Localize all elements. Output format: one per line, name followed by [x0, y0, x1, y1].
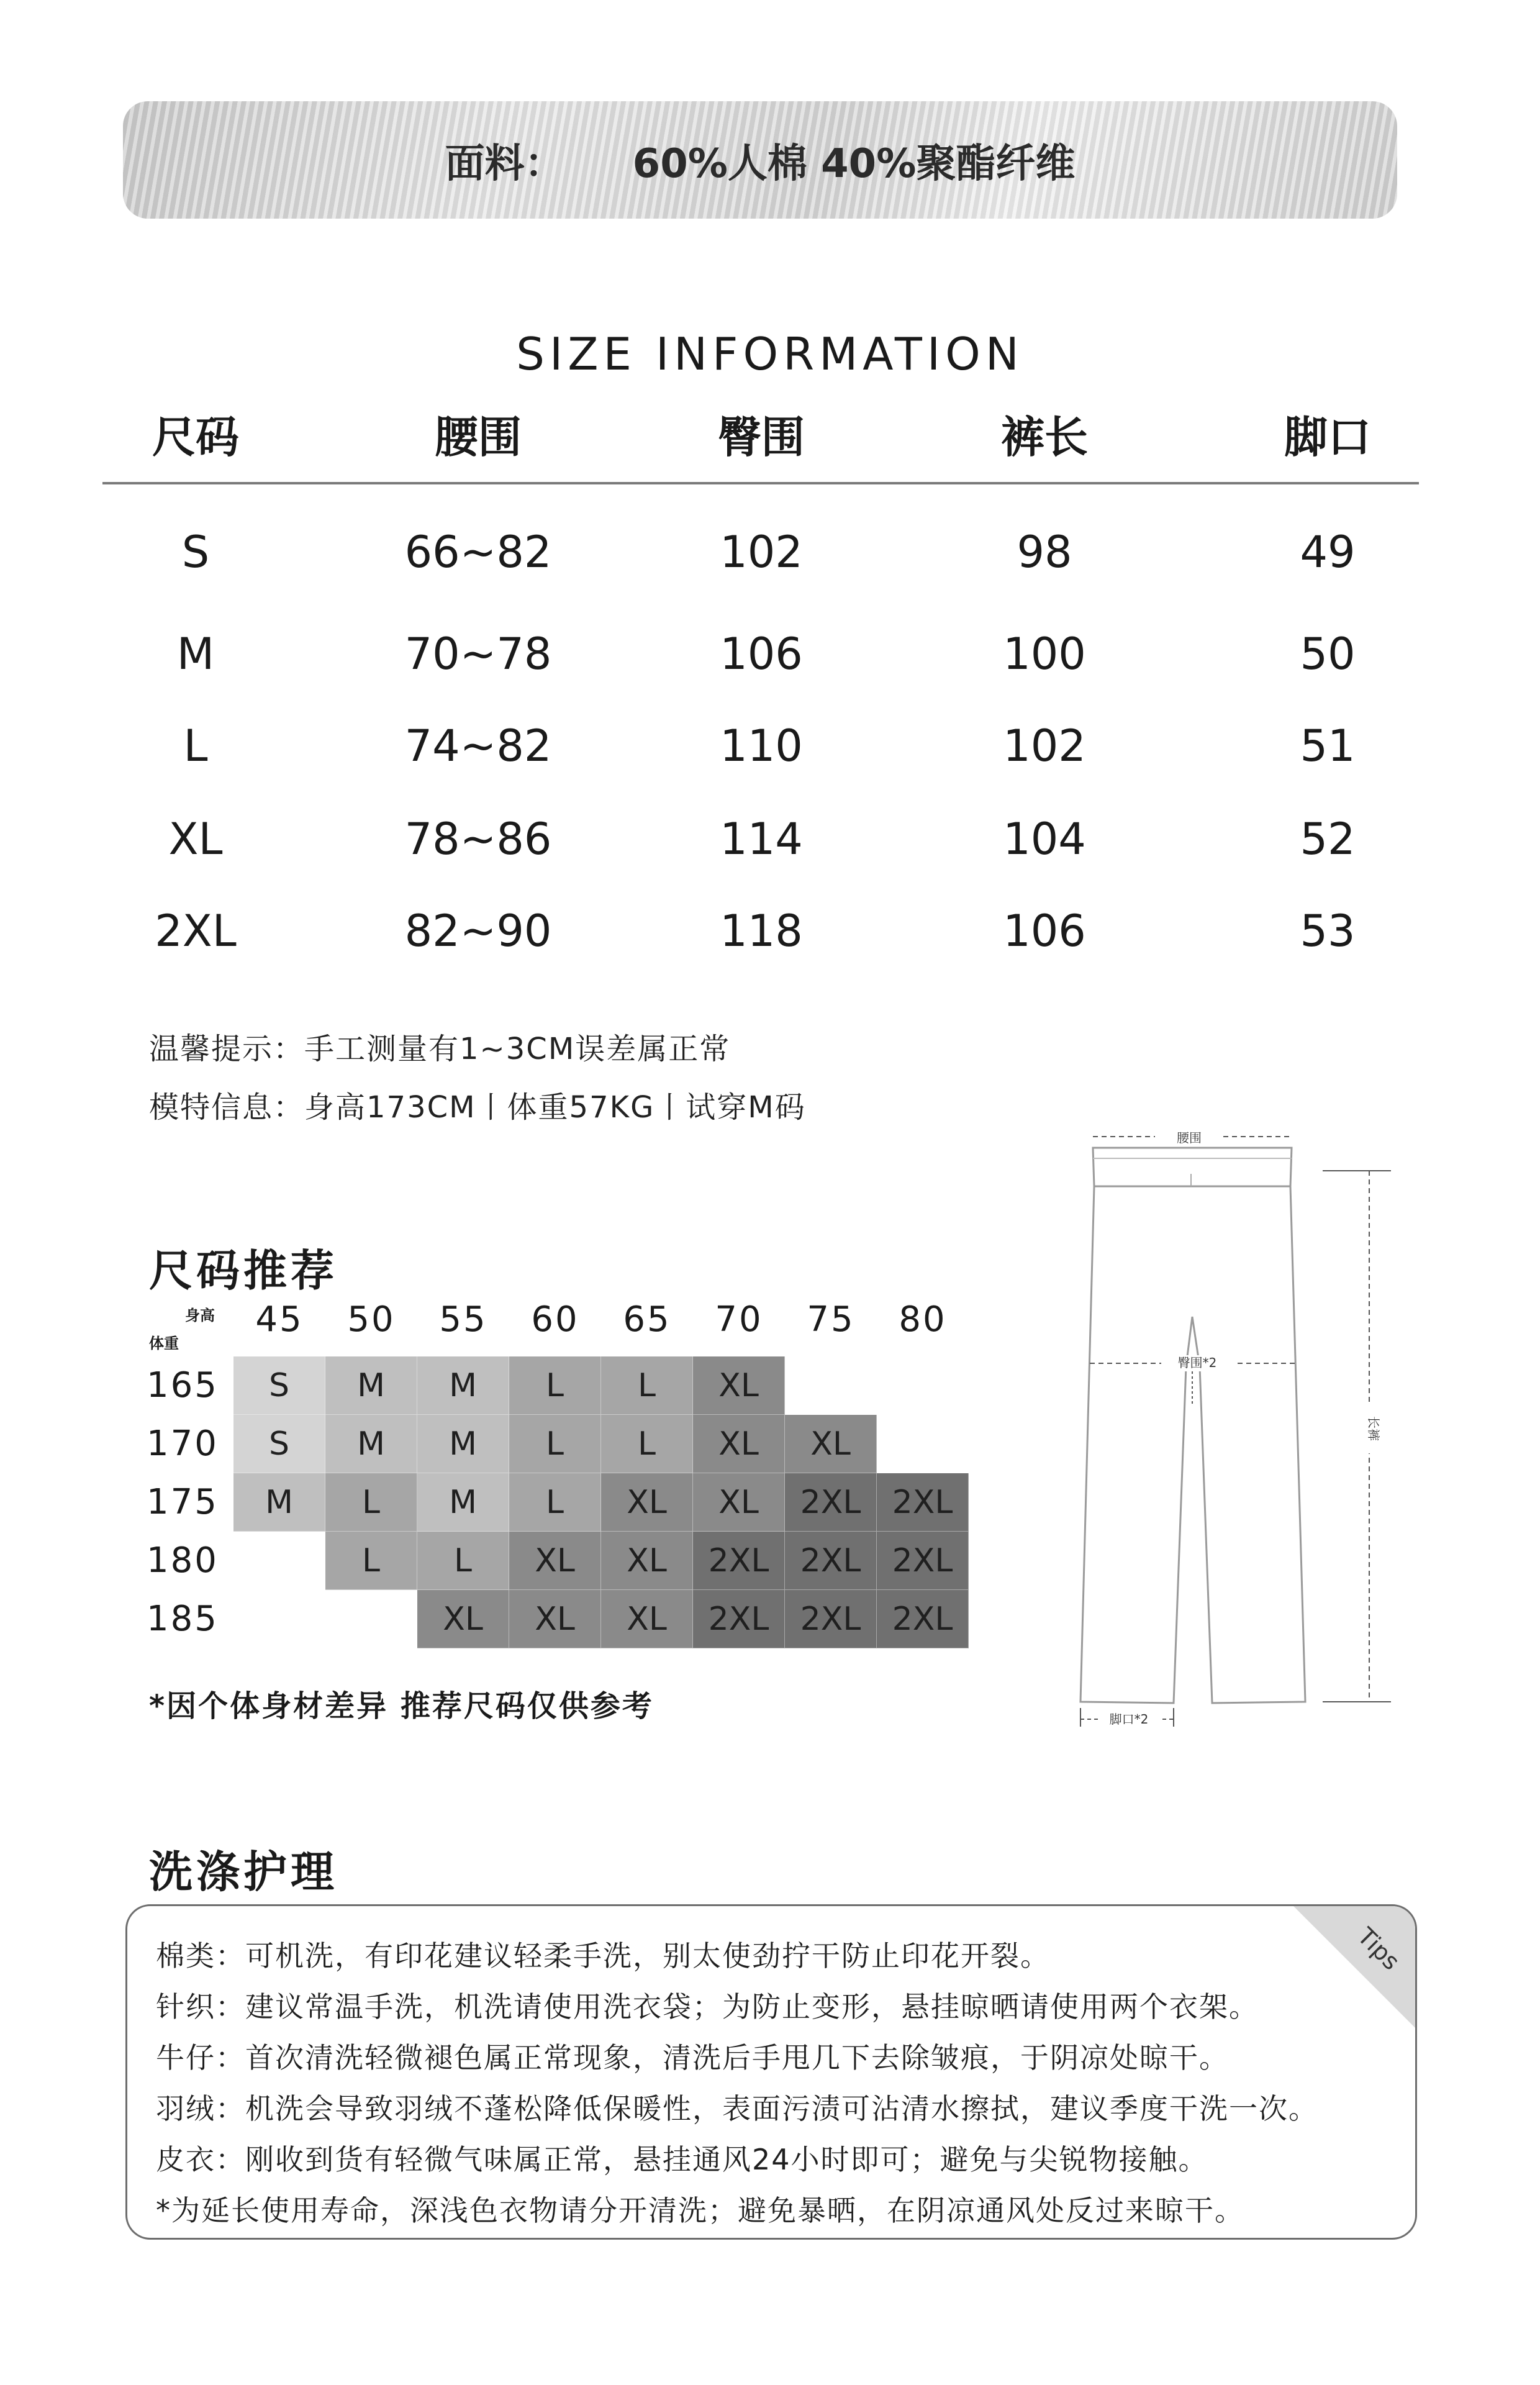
size-cell-length: 106 [1003, 906, 1086, 956]
care-box [125, 1904, 1417, 2240]
size-cell-waist: 78~86 [404, 814, 552, 865]
size-cell-hem: 49 [1300, 527, 1356, 578]
diagram-hip-label: 臀围*2 [1177, 1355, 1217, 1370]
size-cell-length: 104 [1003, 814, 1086, 865]
height-header: 180 [147, 1540, 219, 1581]
fabric-value: 60%人棉 40%聚酯纤维 [632, 140, 1076, 187]
size-cell-waist: 74~82 [404, 720, 552, 771]
size-cell-size: M [176, 629, 215, 679]
weight-header: 60 [531, 1299, 579, 1340]
care-line: 皮衣：刚收到货有轻微气味属正常，悬挂通风24小时即可；避免与尖锐物接触。 [156, 2143, 1208, 2176]
recommend-cell: M [233, 1473, 325, 1532]
corner-height-label: 身高 [185, 1307, 215, 1324]
size-info-title: SIZE INFORMATION [516, 328, 1024, 380]
recommend-cell: XL [785, 1415, 877, 1473]
size-cell-hip: 102 [720, 527, 803, 578]
recommend-cell: 2XL [785, 1473, 877, 1532]
recommend-cell: XL [601, 1590, 693, 1648]
recommend-cell: XL [693, 1415, 785, 1473]
recommend-cell: L [601, 1415, 693, 1473]
recommend-cell: XL [601, 1532, 693, 1590]
weight-header: 50 [347, 1299, 396, 1340]
header-length: 裤长 [1001, 412, 1088, 463]
recommend-cell: M [325, 1415, 417, 1473]
recommend-cell: XL [509, 1590, 601, 1648]
header-size: 尺码 [152, 412, 239, 463]
recommend-cell: 2XL [693, 1590, 785, 1648]
table-divider [102, 482, 1419, 484]
height-header: 175 [147, 1482, 219, 1522]
recommend-cell: L [509, 1473, 601, 1532]
recommend-cell: L [417, 1532, 509, 1590]
recommend-cell: 2XL [693, 1532, 785, 1590]
care-line: 牛仔：首次清洗轻微褪色属正常现象，清洗后手甩几下去除皱痕，于阴凉处晾干。 [156, 2041, 1229, 2074]
care-line: *为延长使用寿命，深浅色衣物请分开清洗；避免暴晒，在阴凉通风处反过来晾干。 [156, 2194, 1244, 2227]
recommend-cell: M [417, 1415, 509, 1473]
pants-diagram [1056, 1130, 1403, 1727]
size-cell-waist: 66~82 [404, 527, 552, 578]
weight-header: 55 [439, 1299, 487, 1340]
recommend-cell: 2XL [877, 1532, 969, 1590]
size-cell-hip: 114 [720, 814, 803, 865]
weight-header: 80 [899, 1299, 947, 1340]
recommend-cell: XL [601, 1473, 693, 1532]
height-header: 185 [147, 1599, 219, 1639]
size-cell-hip: 110 [720, 720, 803, 771]
weight-header: 45 [255, 1299, 304, 1340]
size-cell-waist: 70~78 [404, 629, 552, 679]
diagram-hem-label: 脚口*2 [1109, 1712, 1149, 1727]
size-cell-size: L [183, 720, 208, 771]
size-cell-size: XL [168, 814, 223, 865]
header-hem: 脚口 [1284, 412, 1371, 463]
size-cell-hem: 50 [1300, 629, 1356, 679]
recommend-disclaimer: *因个体身材差异 推荐尺码仅供参考 [149, 1689, 654, 1724]
size-cell-size: 2XL [155, 906, 237, 956]
height-header: 170 [147, 1424, 219, 1464]
recommend-cell: M [417, 1356, 509, 1415]
size-cell-size: S [181, 527, 210, 578]
recommend-cell: XL [693, 1473, 785, 1532]
header-waist: 腰围 [435, 412, 522, 463]
size-cell-length: 100 [1003, 629, 1086, 679]
height-header: 165 [147, 1365, 219, 1406]
care-line: 针织：建议常温手洗，机洗请使用洗衣袋；为防止变形，悬挂晾晒请使用两个衣架。 [156, 1990, 1259, 2024]
recommend-corner [149, 1303, 224, 1353]
recommend-cell: 2XL [877, 1590, 969, 1648]
weight-header: 75 [807, 1299, 855, 1340]
recommend-cell: 2XL [785, 1532, 877, 1590]
recommend-cell: M [325, 1356, 417, 1415]
size-cell-hip: 118 [720, 906, 803, 956]
recommend-cell: XL [509, 1532, 601, 1590]
size-cell-hem: 52 [1300, 814, 1356, 865]
measure-tip: 温馨提示：手工测量有1~3CM误差属正常 [149, 1032, 731, 1066]
fabric-label: 面料： [445, 140, 564, 187]
care-line: 羽绒：机洗会导致羽绒不蓬松降低保暖性，表面污渍可沾清水擦拭，建议季度干洗一次。 [156, 2092, 1318, 2125]
recommend-title: 尺码推荐 [149, 1245, 338, 1296]
recommend-cell: XL [693, 1356, 785, 1415]
tips-label: Tips [1352, 1922, 1405, 1976]
recommend-cell: M [417, 1473, 509, 1532]
care-title: 洗涤护理 [149, 1847, 338, 1897]
model-info: 模特信息：身高173CM丨体重57KG丨试穿M码 [149, 1090, 806, 1125]
recommend-cell: XL [417, 1590, 509, 1648]
recommend-cell: L [601, 1356, 693, 1415]
size-cell-waist: 82~90 [404, 906, 552, 956]
care-line: 棉类：可机洗，有印花建议轻柔手洗，别太使劲拧干防止印花开裂。 [156, 1939, 1050, 1973]
size-cell-length: 102 [1003, 720, 1086, 771]
size-cell-hem: 53 [1300, 906, 1356, 956]
recommend-cell: L [325, 1532, 417, 1590]
size-cell-length: 98 [1017, 527, 1072, 578]
recommend-cell: L [325, 1473, 417, 1532]
recommend-cell: L [509, 1415, 601, 1473]
recommend-cell: S [233, 1415, 325, 1473]
weight-header: 65 [623, 1299, 671, 1340]
recommend-cell: 2XL [785, 1590, 877, 1648]
size-cell-hem: 51 [1300, 720, 1356, 771]
size-cell-hip: 106 [720, 629, 803, 679]
recommend-cell: L [509, 1356, 601, 1415]
fabric-banner [123, 101, 1397, 219]
diagram-waist-label: 腰围 [1177, 1130, 1202, 1145]
diagram-length-label: 长裤 [1366, 1416, 1381, 1441]
tips-corner-badge [1292, 1905, 1416, 2029]
recommend-cell: 2XL [877, 1473, 969, 1532]
header-hip: 臀围 [718, 412, 805, 463]
weight-header: 70 [715, 1299, 763, 1340]
recommend-cell: S [233, 1356, 325, 1415]
corner-weight-label: 体重 [149, 1335, 179, 1352]
